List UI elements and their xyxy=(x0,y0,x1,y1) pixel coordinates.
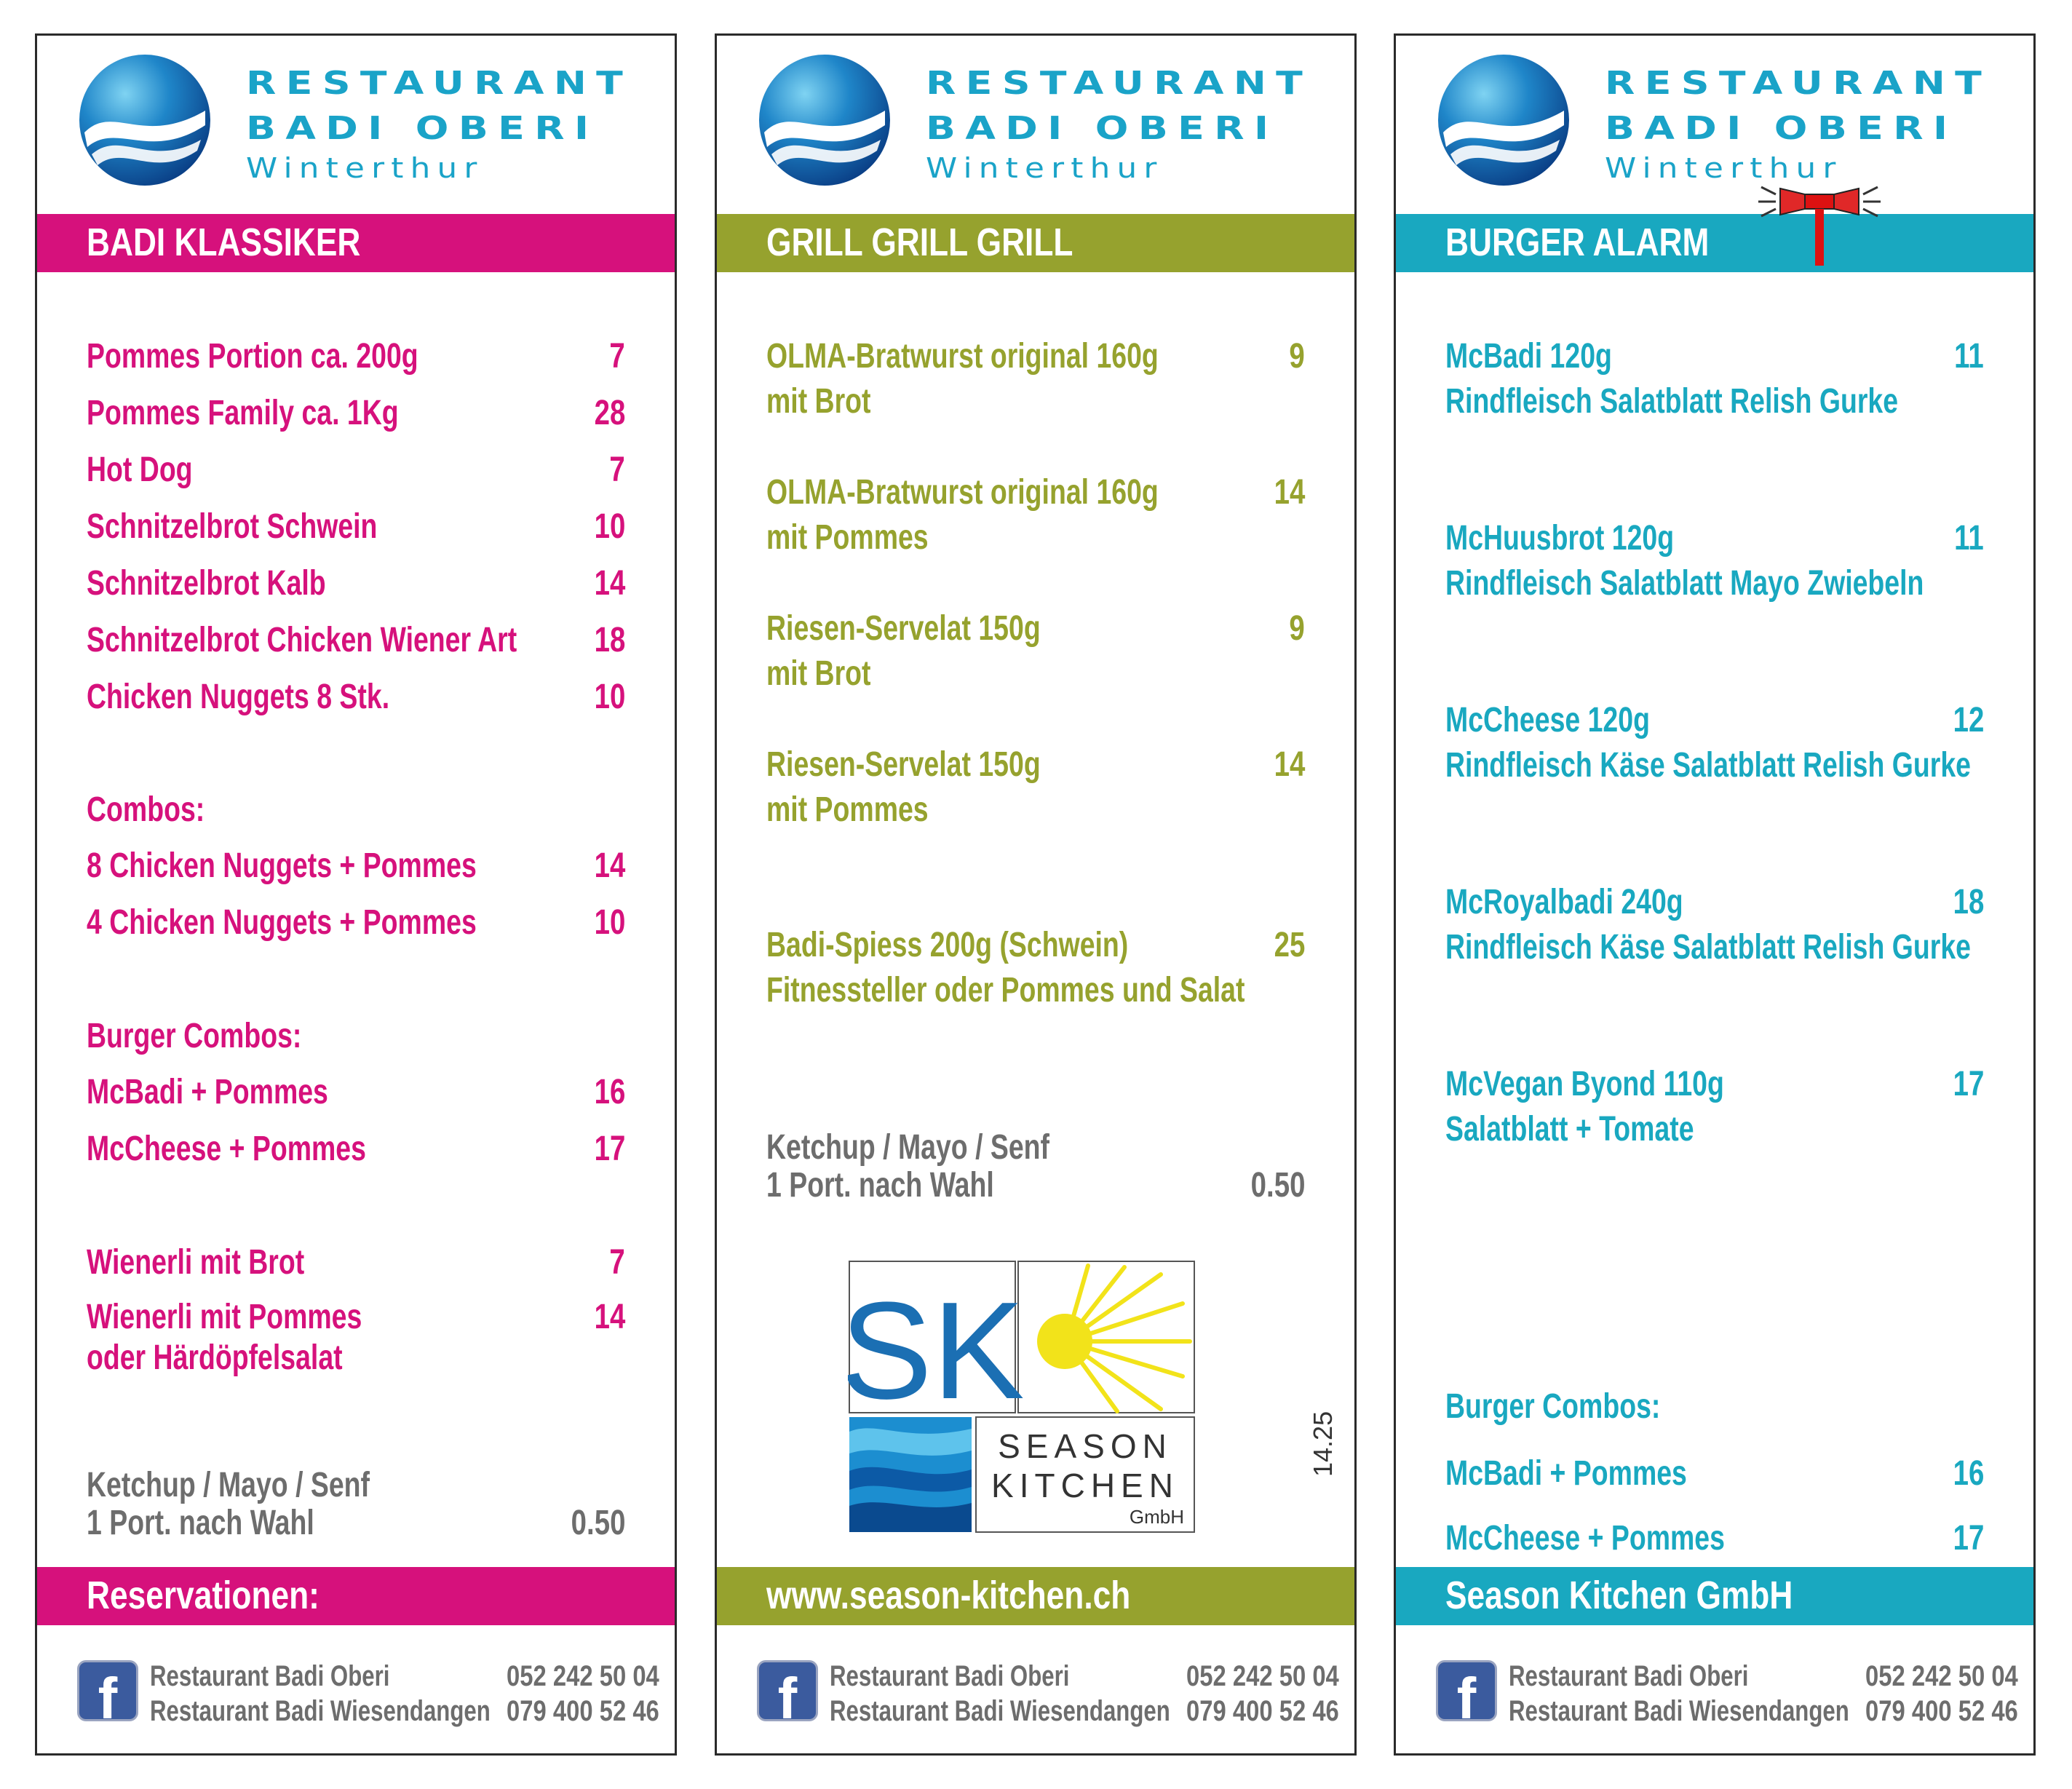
item-label: McCheese + Pommes xyxy=(87,1130,366,1168)
alarm-siren-icon xyxy=(1754,172,1885,267)
sk-word-gmbh: GmbH xyxy=(1129,1506,1184,1528)
item-label: Ketchup / Mayo / Senf xyxy=(87,1466,370,1504)
brand-city: Winterthur xyxy=(1605,152,1843,184)
item-description: Salatblatt + Tomate xyxy=(1445,1110,1694,1149)
item-description: Rindfleisch Käse Salatblatt Relish Gurke xyxy=(1445,928,1971,967)
item-label: Schnitzelbrot Chicken Wiener Art xyxy=(87,621,517,659)
item-price: 17 xyxy=(594,1130,625,1168)
item-price: 12 xyxy=(1953,701,1984,739)
bottom-bar-text: Reservationen: xyxy=(87,1574,319,1617)
item-label: Pommes Portion ca. 200g xyxy=(87,337,418,376)
burger-combos-heading: Burger Combos: xyxy=(87,1017,302,1055)
contact-name: Restaurant Badi Oberi xyxy=(1509,1660,1749,1692)
item-label: Wienerli mit Brot xyxy=(87,1243,305,1282)
item-price: 14 xyxy=(1274,473,1305,512)
item-price: 14 xyxy=(1274,745,1305,784)
menu-panel-grill xyxy=(715,33,1357,1756)
wave-ball-icon xyxy=(757,52,892,188)
combos-heading: Combos: xyxy=(87,790,205,829)
item-label: Hot Dog xyxy=(87,451,193,489)
item-label: McRoyalbadi 240g xyxy=(1445,883,1683,921)
item-description: Fitnessteller oder Pommes und Salat xyxy=(766,971,1245,1009)
contact-footer xyxy=(77,1660,659,1733)
facebook-icon[interactable]: f xyxy=(1436,1660,1497,1721)
item-label: Schnitzelbrot Kalb xyxy=(87,564,326,603)
item-label: 8 Chicken Nuggets + Pommes xyxy=(87,846,477,885)
item-price: 18 xyxy=(594,621,625,659)
contact-phone: 079 400 52 46 xyxy=(1865,1695,2018,1727)
website-link[interactable]: www.season-kitchen.ch xyxy=(766,1574,1131,1617)
item-description: 1 Port. nach Wahl xyxy=(766,1166,994,1205)
menu-panel-burger-alarm xyxy=(1394,33,2036,1756)
contact-name: Restaurant Badi Wiesendangen xyxy=(1509,1695,1849,1727)
item-description: oder Härdöpfelsalat xyxy=(87,1338,343,1377)
item-label: McVegan Byond 110g xyxy=(1445,1065,1724,1103)
section-title: BADI KLASSIKER xyxy=(87,221,361,264)
item-price: 0.50 xyxy=(1250,1166,1305,1205)
contact-name: Restaurant Badi Oberi xyxy=(150,1660,390,1692)
item-label: 4 Chicken Nuggets + Pommes xyxy=(87,903,477,942)
brand-name-line1: RESTAURANT xyxy=(926,65,1313,102)
item-price: 14 xyxy=(594,564,625,603)
item-description: mit Pommes xyxy=(766,518,929,557)
item-description: Rindfleisch Salatblatt Relish Gurke xyxy=(1445,382,1899,421)
season-kitchen-logo xyxy=(848,1260,1197,1536)
item-price: 11 xyxy=(1954,337,1984,376)
wave-ball-icon xyxy=(1436,52,1571,188)
item-description: mit Pommes xyxy=(766,790,929,829)
item-price: 10 xyxy=(594,678,625,716)
item-price: 14 xyxy=(594,1298,625,1336)
brand-name-line2: BADI OBERI xyxy=(1605,110,1958,147)
brand-name-line1: RESTAURANT xyxy=(1605,65,1992,102)
restaurant-logo xyxy=(757,49,1339,194)
item-label: Chicken Nuggets 8 Stk. xyxy=(87,678,390,716)
brand-city: Winterthur xyxy=(926,152,1164,184)
brand-name-line1: RESTAURANT xyxy=(246,65,633,102)
bottom-bar xyxy=(1396,1567,2033,1625)
item-price: 17 xyxy=(1953,1065,1984,1103)
contact-phone: 052 242 50 04 xyxy=(1186,1660,1339,1692)
item-price: 16 xyxy=(594,1073,625,1111)
item-price: 0.50 xyxy=(571,1504,625,1542)
item-price: 11 xyxy=(1954,519,1984,558)
season-kitchen-logo-graphic xyxy=(848,1260,1197,1536)
sk-word-kitchen: KITCHEN xyxy=(991,1467,1179,1504)
restaurant-logo xyxy=(1436,49,2018,194)
item-price: 28 xyxy=(594,394,625,432)
item-label: McBadi 120g xyxy=(1445,337,1612,376)
item-price: 10 xyxy=(594,507,625,546)
contact-phone: 052 242 50 04 xyxy=(507,1660,659,1692)
contact-name: Restaurant Badi Wiesendangen xyxy=(830,1695,1170,1727)
item-price: 7 xyxy=(609,451,625,489)
item-price: 14 xyxy=(594,846,625,885)
version-label: 14.25 xyxy=(1308,1411,1338,1477)
item-label: OLMA-Bratwurst original 160g xyxy=(766,337,1159,376)
brand-name-line2: BADI OBERI xyxy=(926,110,1279,147)
item-label: McCheese + Pommes xyxy=(1445,1519,1725,1558)
contact-name: Restaurant Badi Wiesendangen xyxy=(150,1695,491,1727)
item-description: mit Brot xyxy=(766,654,871,693)
item-label: Riesen-Servelat 150g xyxy=(766,609,1041,648)
contact-phone: 052 242 50 04 xyxy=(1865,1660,2018,1692)
item-label: Riesen-Servelat 150g xyxy=(766,745,1041,784)
item-price: 7 xyxy=(609,1243,625,1282)
item-label: Schnitzelbrot Schwein xyxy=(87,507,378,546)
item-label: Ketchup / Mayo / Senf xyxy=(766,1128,1050,1167)
bottom-bar xyxy=(717,1567,1354,1625)
item-price: 16 xyxy=(1953,1454,1984,1493)
item-description: Rindfleisch Käse Salatblatt Relish Gurke xyxy=(1445,746,1971,785)
section-title-bar xyxy=(1396,214,2033,272)
item-price: 17 xyxy=(1953,1519,1984,1558)
item-price: 7 xyxy=(609,337,625,376)
item-label: McBadi + Pommes xyxy=(1445,1454,1687,1493)
bottom-bar-text: Season Kitchen GmbH xyxy=(1445,1574,1793,1617)
brand-city: Winterthur xyxy=(246,152,484,184)
sk-letters: SK xyxy=(848,1274,1025,1428)
wave-ball-icon xyxy=(77,52,213,188)
item-label: Badi-Spiess 200g (Schwein) xyxy=(766,926,1129,964)
item-price: 25 xyxy=(1274,926,1305,964)
sk-word-season: SEASON xyxy=(998,1427,1172,1465)
item-description: Rindfleisch Salatblatt Mayo Zwiebeln xyxy=(1445,564,1924,603)
item-description: mit Brot xyxy=(766,382,871,421)
item-label: McCheese 120g xyxy=(1445,701,1650,739)
contact-name: Restaurant Badi Oberi xyxy=(830,1660,1070,1692)
bottom-bar xyxy=(37,1567,675,1625)
facebook-icon[interactable]: f xyxy=(757,1660,818,1721)
section-title-bar xyxy=(717,214,1354,272)
item-price: 9 xyxy=(1289,609,1305,648)
section-title-bar xyxy=(37,214,675,272)
contact-footer xyxy=(1436,1660,2018,1733)
item-label: Wienerli mit Pommes xyxy=(87,1298,362,1336)
contact-phone: 079 400 52 46 xyxy=(1186,1695,1339,1727)
item-price: 9 xyxy=(1289,337,1305,376)
item-price: 18 xyxy=(1953,883,1984,921)
facebook-icon[interactable]: f xyxy=(77,1660,138,1721)
item-label: Pommes Family ca. 1Kg xyxy=(87,394,399,432)
item-price: 10 xyxy=(594,903,625,942)
contact-footer xyxy=(757,1660,1339,1733)
restaurant-logo xyxy=(77,49,659,194)
item-label: McBadi + Pommes xyxy=(87,1073,328,1111)
item-label: McHuusbrot 120g xyxy=(1445,519,1675,558)
burger-combos-heading: Burger Combos: xyxy=(1445,1387,1661,1426)
item-label: OLMA-Bratwurst original 160g xyxy=(766,473,1159,512)
contact-phone: 079 400 52 46 xyxy=(507,1695,659,1727)
item-description: 1 Port. nach Wahl xyxy=(87,1504,314,1542)
menu-panel-badi-klassiker xyxy=(35,33,677,1756)
brand-name-line2: BADI OBERI xyxy=(246,110,599,147)
section-title: GRILL GRILL GRILL xyxy=(766,221,1073,264)
section-title: BURGER ALARM xyxy=(1445,221,1710,264)
